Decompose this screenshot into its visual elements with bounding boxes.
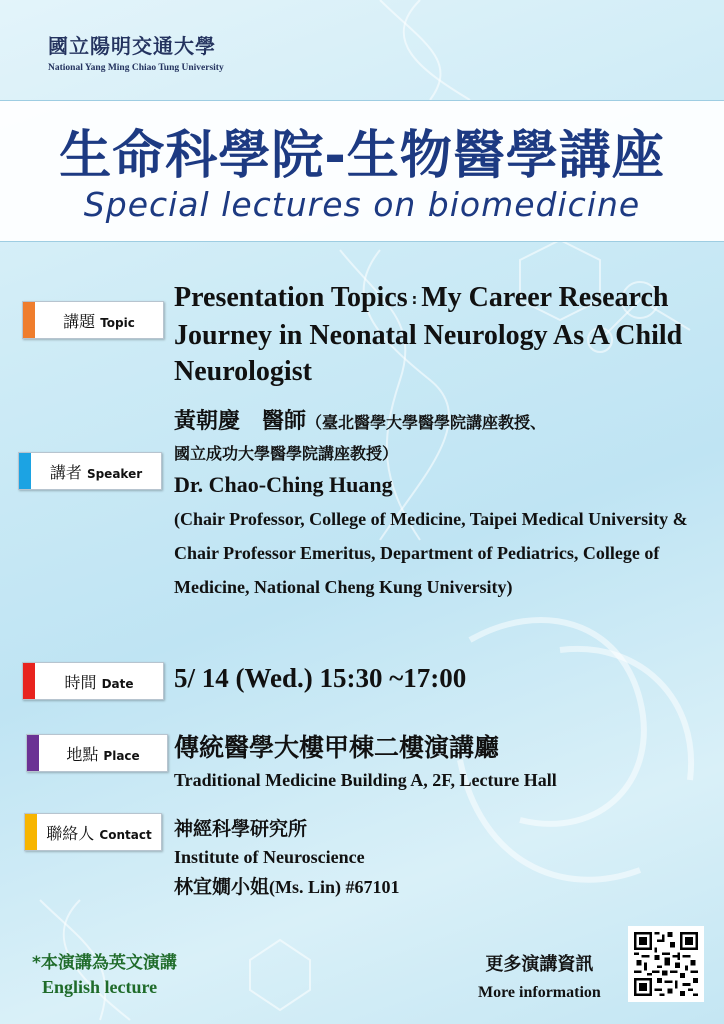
contact-dept-zh: 神經科學研究所 xyxy=(174,818,308,840)
venue-tag-label xyxy=(39,742,167,765)
venue-tag-bar xyxy=(27,735,39,771)
topic-text xyxy=(174,280,714,390)
speaker-affiliation-en: (Chair Professor, College of Medicine, Taipei Medical University & Chair Professor Emeritus, Department of Pediatrics, College of Medicine, National Cheng Kung University) xyxy=(174,509,688,597)
contact-info xyxy=(174,814,400,899)
more-info-zh: 更多演講資訊 xyxy=(485,954,594,975)
topic-tag-zh: 講題 xyxy=(63,311,96,331)
speaker-tag-label xyxy=(31,460,161,483)
date-tag-zh: 時間 xyxy=(64,672,97,692)
venue-tag xyxy=(26,734,168,772)
date-text: 5/ 14 (Wed.) 15:30 ~17:00 xyxy=(174,663,467,693)
contact-name-en: (Ms. Lin) #67101 xyxy=(269,877,400,897)
language-note xyxy=(32,948,177,998)
contact-tag-zh: 聯絡人 xyxy=(46,823,95,843)
date-tag xyxy=(22,662,164,700)
speaker-tag xyxy=(18,452,162,490)
qr-code-graphic xyxy=(634,932,698,996)
topic-title: My Career Research Journey in Neonatal Neurology As A Child Neurologist xyxy=(174,282,683,387)
date-tag-en: Date xyxy=(101,676,134,691)
topic-prefix: Presentation Topics xyxy=(174,282,408,313)
date-tag-bar xyxy=(23,663,35,699)
speaker-name-zh: 黃朝慶 醫師 xyxy=(174,409,307,434)
date-tag-label xyxy=(35,670,163,693)
title-en: Special lectures on biomedicine xyxy=(83,185,641,224)
topic-tag xyxy=(22,301,164,339)
language-note-zh: *本演講為英文演講 xyxy=(32,953,177,973)
qr-code-icon[interactable] xyxy=(628,926,704,1002)
contact-tag xyxy=(24,813,162,851)
venue-en: Traditional Medicine Building A, 2F, Lecture Hall xyxy=(174,770,557,790)
title-zh: 生命科學院-生物醫學講座 xyxy=(59,126,665,186)
more-info xyxy=(478,950,601,1002)
speaker-affiliation-zh-1: （臺北醫學大學醫學院講座教授、 xyxy=(306,413,547,432)
venue-zh: 傳統醫學大樓甲棟二樓演講廳 xyxy=(174,733,500,762)
speaker-tag-en: Speaker xyxy=(86,466,143,481)
speaker-tag-zh: 講者 xyxy=(49,462,82,482)
speaker-info xyxy=(174,404,714,604)
speaker-name-en: Dr. Chao-Ching Huang xyxy=(174,472,393,497)
contact-name-zh: 林宜嫺小姐 xyxy=(174,876,270,898)
speaker-affiliation-zh-2: 國立成功大學醫學院講座教授） xyxy=(174,444,399,463)
university-name-zh: 國立陽明交通大學 xyxy=(48,34,216,58)
topic-tag-en: Topic xyxy=(100,315,135,330)
language-note-en: English lecture xyxy=(42,977,158,997)
topic-separator: : xyxy=(411,291,418,308)
university-logo xyxy=(48,30,224,73)
contact-tag-bar xyxy=(25,814,37,850)
venue-info xyxy=(174,728,557,791)
contact-dept-en: Institute of Neuroscience xyxy=(174,847,365,867)
university-name-en: National Yang Ming Chiao Tung University xyxy=(48,63,224,73)
contact-tag-label xyxy=(37,821,161,844)
contact-tag-en: Contact xyxy=(99,827,152,842)
title-banner xyxy=(0,100,724,242)
topic-tag-bar xyxy=(23,302,35,338)
more-info-en: More information xyxy=(478,984,601,1001)
topic-tag-label xyxy=(35,309,163,332)
venue-tag-en: Place xyxy=(103,748,140,763)
speaker-tag-bar xyxy=(19,453,31,489)
venue-tag-zh: 地點 xyxy=(66,744,99,764)
